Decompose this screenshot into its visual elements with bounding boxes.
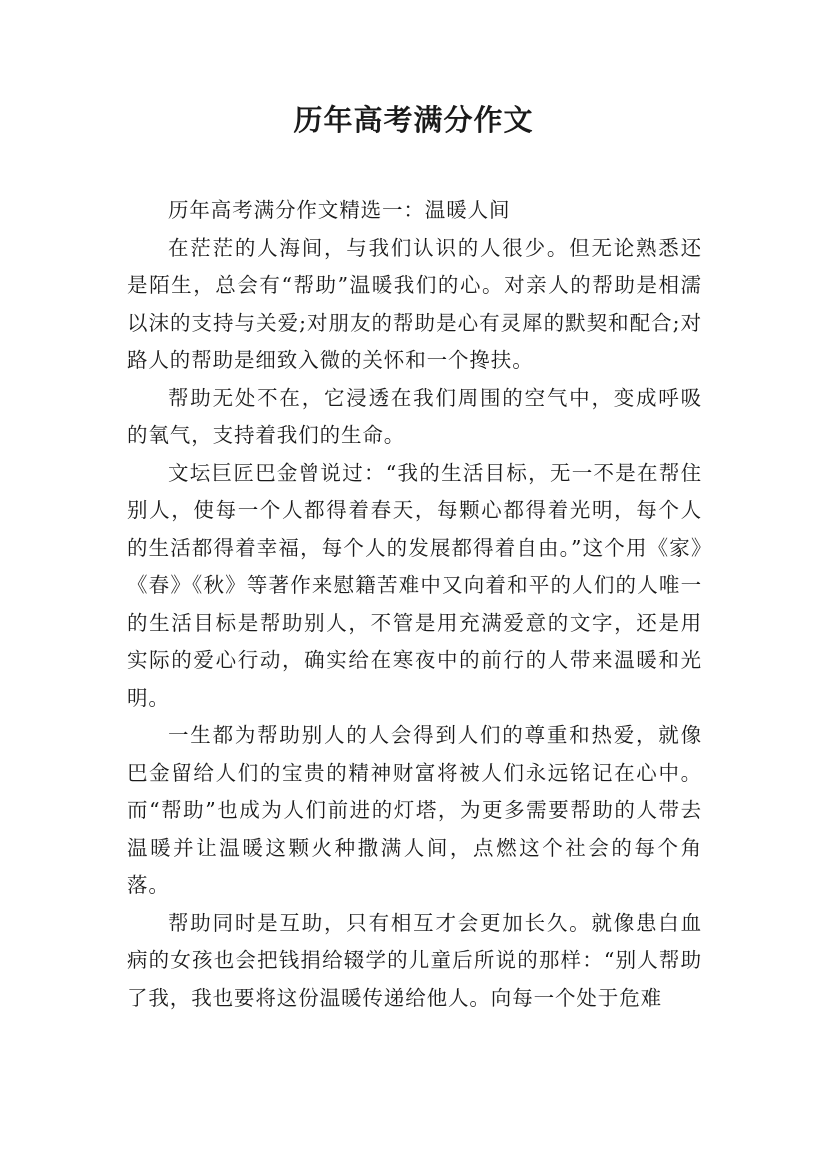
document-body: [127, 192, 702, 1017]
essay-heading: 历年高考满分作文精选一：温暖人间: [168, 198, 511, 222]
body-paragraph: 帮助无处不在，它浸透在我们周围的空气中，变成呼吸的氧气，支持着我们的生命。: [127, 385, 702, 447]
body-paragraph: 文坛巨匠巴金曾说过：“我的生活目标，无一不是在帮住别人，使每一个人都得着春天，每颗心都得着光明，每个人的生活都得着幸福，每个人的发展都得着自由。”这个用《家》《春》《秋》等著作来慰籍苦难中又向着和平的人们的人唯一的生活目标是帮助别人，不管是用充满爱意的文字，还是用实际的爱心行动，确实给在寒夜中的前行的人带来温暖和光明。: [127, 460, 702, 710]
body-paragraph: 一生都为帮助别人的人会得到人们的尊重和热爱，就像巴金留给人们的宝贵的精神财富将被人们永远铭记在心中。而“帮助”也成为人们前进的灯塔，为更多需要帮助的人带去温暖并让温暖这颗火种撒满人间，点燃这个社会的每个角落。: [127, 723, 702, 897]
body-paragraph: 在茫茫的人海间，与我们认识的人很少。但无论熟悉还是陌生，总会有“帮助”温暖我们的心。对亲人的帮助是相濡以沫的支持与关爱;对朋友的帮助是心有灵犀的默契和配合;对路人的帮助是细致入微的关怀和一个搀扶。: [127, 235, 702, 372]
document-title: 历年高考满分作文: [293, 103, 534, 137]
body-paragraph: 帮助同时是互助，只有相互才会更加长久。就像患白血病的女孩也会把钱捐给辍学的儿童后所说的那样：“别人帮助了我，我也要将这份温暖传递给他人。向每一个处于危难: [127, 910, 702, 1010]
